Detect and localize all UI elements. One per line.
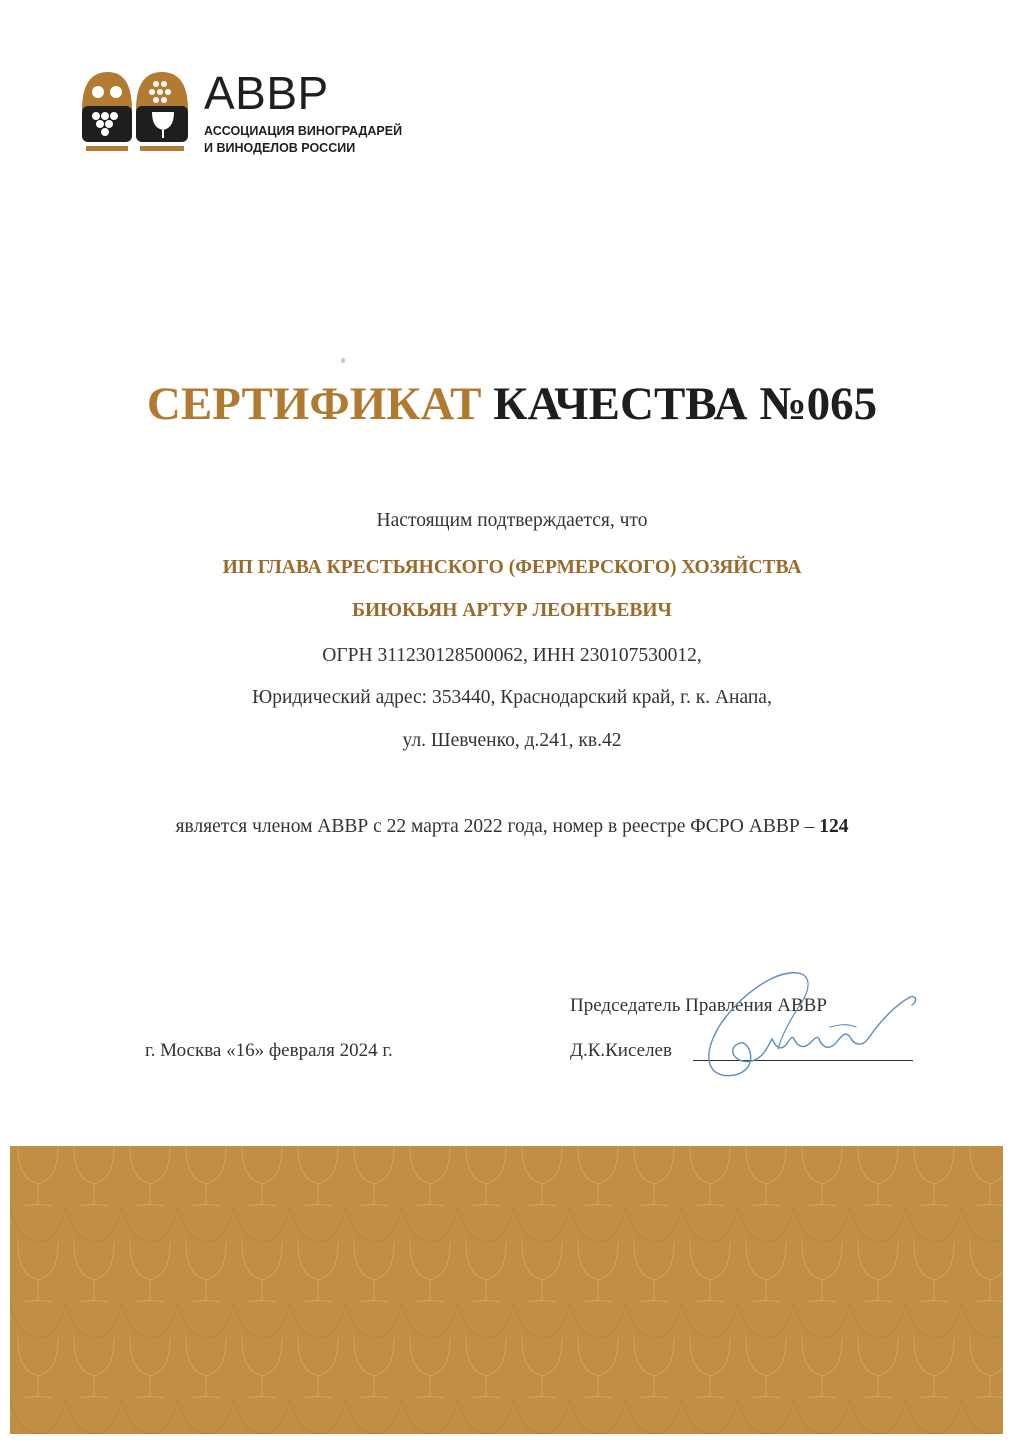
entity-name-line2: БИЮКЬЯН АРТУР ЛЕОНТЬЕВИЧ bbox=[352, 600, 672, 621]
glass-pattern bbox=[10, 1146, 1003, 1434]
signature-icon bbox=[680, 965, 920, 1085]
org-full-name bbox=[204, 123, 402, 157]
org-abbreviation: АВВР bbox=[204, 67, 329, 119]
address-line1: Юридический адрес: 353440, Краснодарский край, г. к. Анапа, bbox=[252, 687, 772, 708]
registration-numbers: ОГРН 311230128500062, ИНН 230107530012, bbox=[322, 645, 702, 666]
intro-text: Настоящим подтверждается, что bbox=[376, 510, 648, 531]
title-main: КАЧЕСТВА №065 bbox=[493, 378, 878, 430]
place-date: г. Москва «16» февраля 2024 г. bbox=[145, 1040, 393, 1061]
org-full-name-line1: АССОЦИАЦИЯ ВИНОГРАДАРЕЙ bbox=[204, 124, 403, 138]
signer-title: Председатель Правления АВВР bbox=[570, 995, 827, 1016]
membership-text: является членом АВВР с 22 марта 2022 года, номер в реестре ФСРО АВВР – bbox=[175, 816, 815, 837]
address-line2: ул. Шевченко, д.241, кв.42 bbox=[402, 730, 622, 751]
certificate-title bbox=[0, 374, 1024, 434]
signer-name: Д.К.Киселев bbox=[570, 1040, 672, 1061]
membership-statement bbox=[0, 816, 1024, 838]
org-full-name-line2: И ВИНОДЕЛОВ РОССИИ bbox=[204, 141, 356, 155]
scan-speck bbox=[341, 358, 345, 363]
avvr-logo-icon bbox=[80, 68, 190, 156]
entity-name-line1: ИП ГЛАВА КРЕСТЬЯНСКОГО (ФЕРМЕРСКОГО) ХОЗЯЙСТВА bbox=[222, 557, 802, 578]
decorative-footer-band bbox=[10, 1146, 1003, 1434]
title-accent: СЕРТИФИКАТ bbox=[146, 378, 482, 430]
registry-number: 124 bbox=[819, 816, 849, 837]
